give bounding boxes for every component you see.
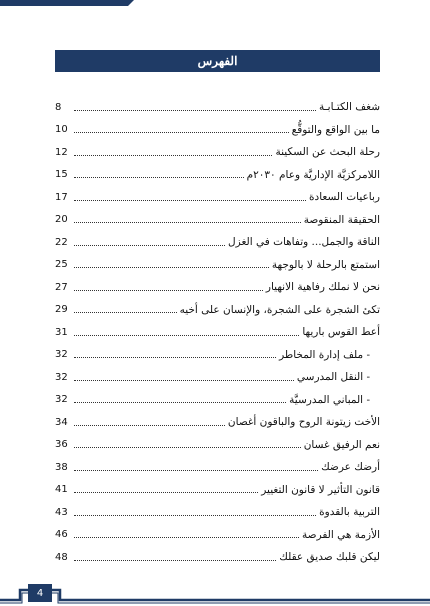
toc-page-number: 12 (55, 146, 68, 158)
toc-entry-title: الأزمة هي الفرصة (302, 528, 380, 541)
toc-entry[interactable] (55, 137, 380, 160)
toc-entry[interactable] (55, 227, 380, 250)
toc-entry-title: التربية بالقدوة (319, 506, 380, 518)
toc-entry-title: الحقيقة المنقوصة (303, 213, 380, 226)
toc-page-number: 8 (55, 101, 62, 113)
toc-page-number: 29 (55, 304, 68, 315)
toc-page-number: 36 (55, 439, 68, 450)
toc-entry-title: اللامركزيَّة الإداريَّة وعام ٢٠٣٠م (246, 168, 380, 181)
toc-entry[interactable] (55, 182, 380, 205)
toc-entry[interactable] (55, 475, 380, 498)
toc-page-number: 20 (55, 214, 68, 225)
toc-leader-dots (74, 515, 316, 516)
toc-page-number: 15 (55, 169, 68, 180)
toc-entry[interactable] (55, 385, 380, 408)
toc-entry-title: - النقل المدرسي (296, 371, 370, 383)
toc-entry[interactable] (55, 520, 380, 543)
toc-entry-title: أرضك عرضك (321, 461, 380, 473)
toc-page-number: 48 (55, 551, 68, 563)
toc-entry-title: رباعيات السعادة (309, 191, 380, 203)
page-number-text: 4 (36, 587, 44, 599)
toc-entry[interactable] (55, 115, 380, 138)
toc-page-number: 31 (55, 326, 68, 338)
toc-entry[interactable] (55, 340, 380, 363)
toc-leader-dots (74, 402, 286, 403)
toc-entry-title: الناقة والجمل... وتفاهات في الغزل (228, 236, 380, 248)
toc-entry-title: ما بين الواقع والتوقُّع (291, 123, 380, 136)
toc-entry-title: نعم الرفيق غسان (303, 438, 380, 451)
toc-page-number: 46 (55, 529, 68, 540)
toc-entry[interactable] (55, 497, 380, 520)
toc-leader-dots (74, 290, 263, 291)
toc-entry-title: - المباني المدرسيَّة (289, 393, 370, 406)
toc-entry-title: قانون التأثير لا قانون التغيير (261, 483, 380, 496)
toc-entry-title: تكئ الشجرة على الشجرة، والإنسان على أخيه (179, 303, 380, 316)
toc-leader-dots (74, 222, 301, 223)
toc-entry-title: نحن لا نملك رفاهية الانهيار (265, 281, 380, 293)
toc-page-number: 41 (55, 484, 68, 495)
toc-leader-dots (74, 132, 289, 133)
toc-leader-dots (74, 492, 258, 493)
toc-entry[interactable] (55, 272, 380, 295)
top-accent-bar (0, 0, 128, 6)
toc-entry[interactable] (55, 452, 380, 475)
toc-leader-dots (74, 560, 276, 561)
toc-leader-dots (74, 177, 244, 178)
toc-page-number: 27 (55, 281, 68, 293)
toc-leader-dots (74, 200, 306, 201)
toc-leader-dots (74, 110, 316, 111)
toc-page-number: 17 (55, 191, 68, 203)
toc-entry[interactable] (55, 362, 380, 385)
toc-entry[interactable] (55, 317, 380, 340)
toc-page-number: 34 (55, 416, 68, 428)
toc-entry[interactable] (55, 407, 380, 430)
toc-leader-dots (74, 245, 225, 246)
toc-entry-title: رحلة البحث عن السكينة (275, 146, 380, 158)
toc-leader-dots (74, 425, 225, 426)
toc-leader-dots (74, 447, 301, 448)
toc-leader-dots (74, 357, 276, 358)
toc-leader-dots (74, 155, 272, 156)
page-title (55, 50, 380, 72)
toc-leader-dots (74, 335, 299, 336)
toc-entry[interactable] (55, 295, 380, 318)
toc-entry[interactable] (55, 542, 380, 565)
toc-leader-dots (74, 267, 269, 268)
toc-entry[interactable] (55, 205, 380, 228)
page-number (28, 584, 52, 602)
toc-entry[interactable] (55, 92, 380, 115)
toc-entry-title: أعط القوس باريها (302, 326, 380, 338)
toc-entry-title: استمتع بالرحلة لا بالوجهة (271, 258, 380, 271)
toc-entry-title: ليكن قلبك صديق عقلك (279, 551, 380, 563)
toc-entry-title: - ملف إدارة المخاطر (279, 348, 370, 361)
toc-leader-dots (74, 312, 177, 313)
toc-leader-dots (74, 380, 294, 381)
toc-page-number: 10 (55, 124, 68, 135)
page-title-text: الفهرس (197, 54, 238, 68)
toc-entry-title: شغف الكتـابـة (318, 101, 380, 113)
toc-page-number: 32 (55, 349, 68, 360)
toc-page-number: 38 (55, 461, 68, 473)
toc-entry-title: الأخت زيتونة الروح والباقون أغصان (227, 416, 380, 428)
toc-page-number: 32 (55, 371, 68, 383)
table-of-contents (55, 92, 380, 565)
toc-leader-dots (74, 537, 299, 538)
toc-page-number: 32 (55, 394, 68, 405)
toc-leader-dots (74, 470, 318, 471)
toc-entry[interactable] (55, 430, 380, 453)
toc-page-number: 22 (55, 236, 68, 248)
toc-page-number: 25 (55, 259, 68, 270)
footer-decoration (0, 576, 430, 606)
toc-entry[interactable] (55, 160, 380, 183)
toc-entry[interactable] (55, 250, 380, 273)
toc-page-number: 43 (55, 506, 68, 518)
